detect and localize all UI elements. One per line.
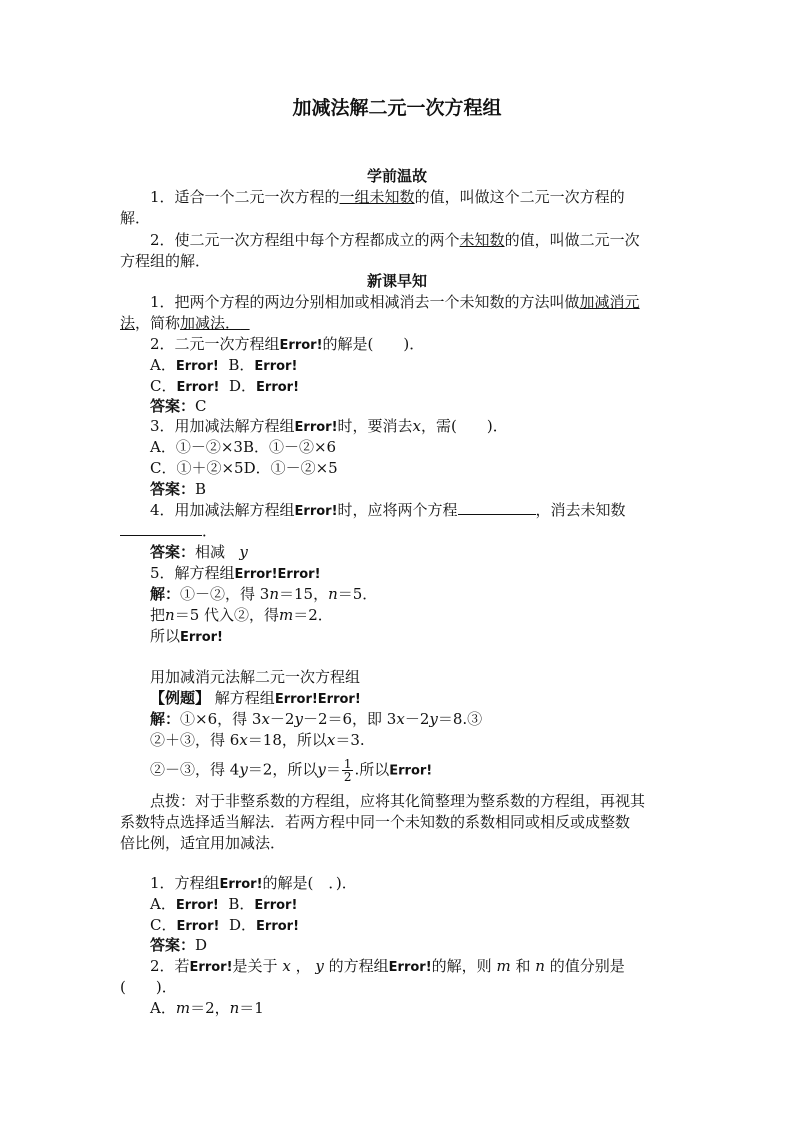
paragraph-q1-cont: 解． xyxy=(120,209,151,227)
question-3-options-ab: A．①－②×3B．①－②×6 xyxy=(150,438,337,456)
question-3-options-cd: C．①＋②×5D．①－②×5 xyxy=(150,459,338,477)
answer-blank xyxy=(458,500,536,515)
question-3-answer: 答案：B xyxy=(150,480,207,498)
question-5-solution-1: 解：①－②，得 3n＝15，n＝5． xyxy=(150,585,378,603)
paragraph-q2-cont: 方程组的解． xyxy=(120,252,211,270)
tip-line-2: 系数特点选择适当解法．若两方程中同一个未知数的系数相同或相反或成整数 xyxy=(120,813,631,831)
exercise-1-options-ab: A．Error! B．Error! xyxy=(150,895,298,913)
question-5-solution-3: 所以Error! xyxy=(150,627,223,645)
tip-line-1: 点拨：对于非整系数的方程组，应将其化简整理为整系数的方程组，再视其 xyxy=(150,792,646,810)
answer-blank xyxy=(120,521,202,536)
question-2: 2．二元一次方程组Error!的解是( )． xyxy=(150,335,425,353)
question-4-answer: 答案：相减 y xyxy=(150,543,248,561)
section-heading-preview: 学前温故 xyxy=(366,167,427,185)
section-heading-method: 用加减消元法解二元一次方程组 xyxy=(150,668,361,686)
question-3: 3．用加减法解方程组Error!时，要消去x，需( )． xyxy=(150,417,508,435)
question-2-options-ab: A．Error! B．Error! xyxy=(150,356,298,374)
exercise-2-cont: ( )． xyxy=(120,978,177,996)
paragraph-p1: 1．把两个方程的两边分别相加或相减消去一个未知数的方法叫做加减消元 xyxy=(150,293,640,311)
paragraph-q2: 2．使二元一次方程组中每个方程都成立的两个未知数的值，叫做二元一次 xyxy=(150,231,640,249)
question-4-cont: ． xyxy=(120,521,217,541)
exercise-1: 1．方程组Error!的解是( ．)． xyxy=(150,874,357,892)
section-heading-new-lesson: 新课早知 xyxy=(366,272,427,290)
tip-line-3: 倍比例，适宜用加减法． xyxy=(120,834,286,852)
exercise-2: 2．若Error!是关于 x ， y 的方程组Error!的解，则 m 和 n 的值分别是 xyxy=(150,957,625,975)
paragraph-p1-cont: 法，简称加减法． xyxy=(120,314,241,332)
exercise-1-options-cd: C．Error! D．Error! xyxy=(150,916,300,934)
question-5: 5．解方程组Error!Error! xyxy=(150,564,321,582)
fraction-one-half: $\frac{1}{2}$ xyxy=(343,757,352,784)
page-title: 加减法解二元一次方程组 xyxy=(292,97,502,119)
example-solution-3: ②－③，得 4y＝2，所以y＝ $\frac{1}{2}$ .所以Error! xyxy=(150,757,433,784)
question-5-solution-2: 把n＝5 代入②，得m＝2． xyxy=(150,606,333,624)
question-4: 4．用加减法解方程组Error!时，应将两个方程 ，消去未知数 xyxy=(150,501,626,519)
exercise-2-option-a: A．m＝2，n＝1 xyxy=(150,999,264,1017)
exercise-1-answer: 答案：D xyxy=(150,936,208,954)
example-solution-1: 解：①×6，得 3x－2y－2＝6，即 3x－2y＝8.③ xyxy=(150,710,483,728)
question-2-answer: 答案：C xyxy=(150,397,207,415)
example-solution-2: ②＋③，得 6x＝18，所以x＝3. xyxy=(150,731,365,749)
question-2-options-cd: C．Error! D．Error! xyxy=(150,377,300,395)
paragraph-q1: 1．适合一个二元一次方程的一组未知数的值，叫做这个二元一次方程的 xyxy=(150,188,625,206)
example-problem: 【例题】 解方程组Error!Error! xyxy=(150,689,361,707)
